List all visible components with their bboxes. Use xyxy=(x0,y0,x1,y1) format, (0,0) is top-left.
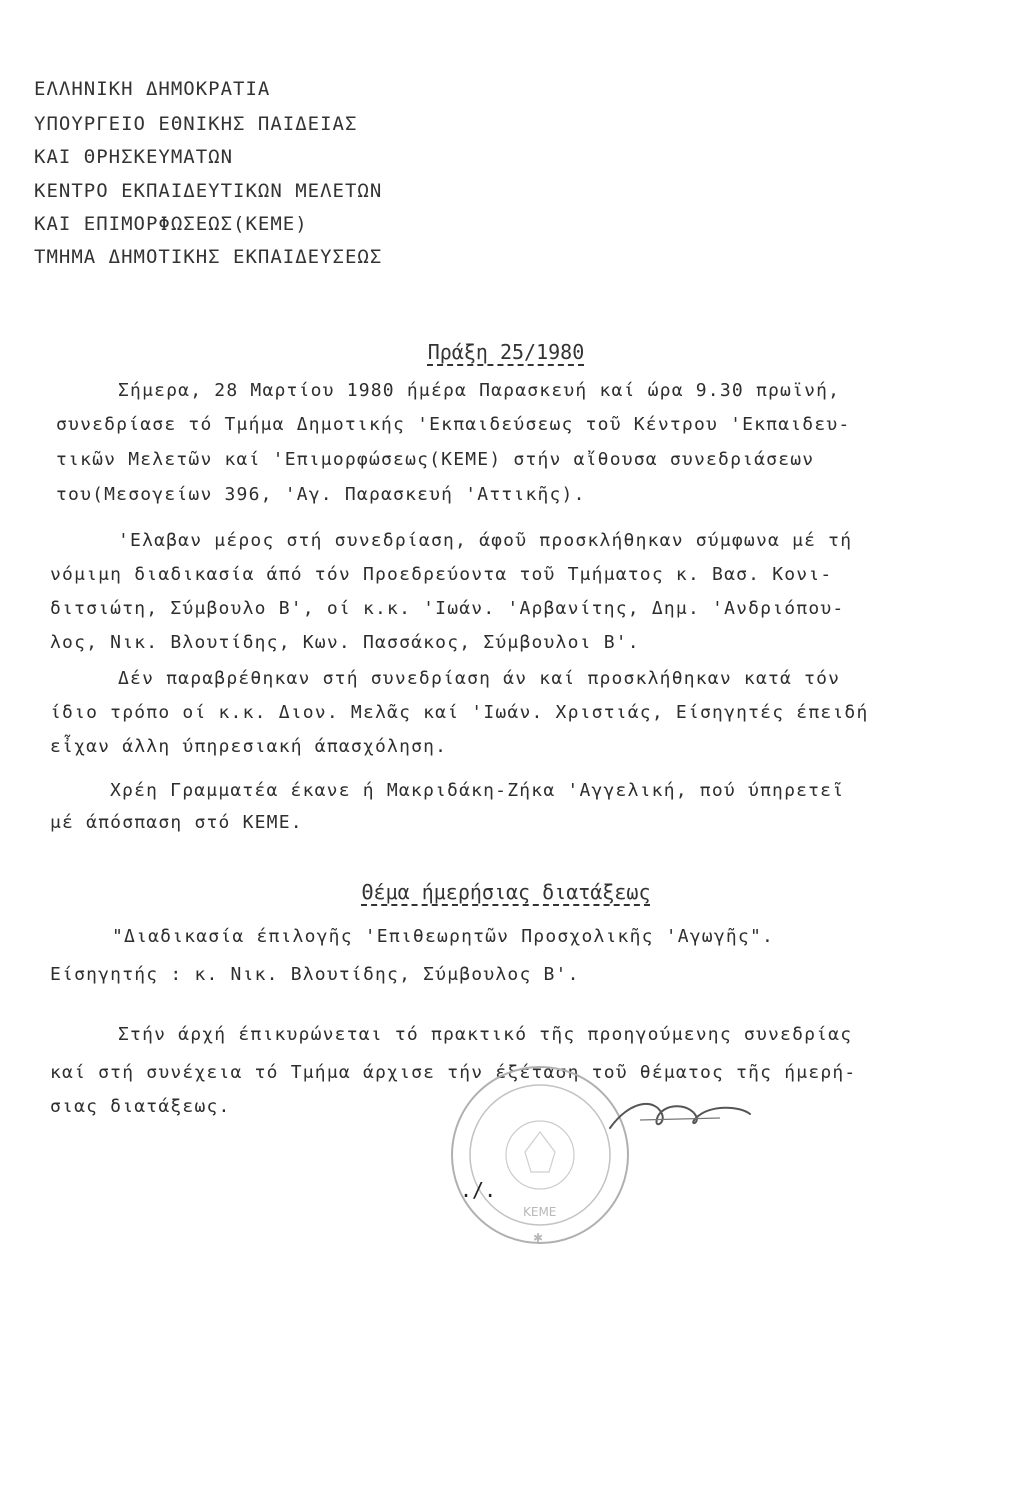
body-line: λος, Νικ. Βλουτίδης, Κων. Πασσάκος, Σύμβουλοι Β'. xyxy=(50,632,640,653)
subject-heading: Θέμα ήμερήσιας διατάξεως xyxy=(361,880,651,904)
body-line: συνεδρίασε τό Τμήμα Δημοτικής 'Εκπαιδεύσεως τοῦ Κέντρου 'Εκπαιδευ- xyxy=(56,414,851,435)
header-line: ΥΠΟΥΡΓΕΙΟ ΕΘΝΙΚΗΣ ΠΑΙΔΕΙΑΣ xyxy=(34,113,358,135)
header-line: ΤΜΗΜΑ ΔΗΜΟΤΙΚΗΣ ΕΚΠΑΙΔΕΥΣΕΩΣ xyxy=(34,246,383,268)
svg-text:ΚΕΜΕ: ΚΕΜΕ xyxy=(523,1205,557,1219)
subject-line: "Διαδικασία έπιλογῆς 'Επιθεωρητῶν Προσχολικῆς 'Αγωγῆς". xyxy=(112,926,775,947)
closing-line: Στήν άρχή έπικυρώνεται τό πρακτικό τῆς προηγούμενης συνεδρίας xyxy=(118,1024,853,1045)
handwritten-signature xyxy=(600,1080,770,1150)
header-line: ΕΛΛΗΝΙΚΗ ΔΗΜΟΚΡΑΤΙΑ xyxy=(34,78,271,100)
body-line: εἶχαν άλλη ύπηρεσιακή άπασχόληση. xyxy=(50,736,448,757)
body-line: Σήμερα, 28 Μαρτίου 1980 ήμέρα Παρασκευή καί ώρα 9.30 πρωϊνή, xyxy=(118,380,841,401)
end-mark: ./. xyxy=(460,1178,497,1202)
body-line: μέ άπόσπαση στό ΚΕΜΕ. xyxy=(50,812,303,833)
subject-line: Είσηγητής : κ. Νικ. Βλουτίδης, Σύμβουλος Β'. xyxy=(50,964,580,985)
body-line: νόμιμη διαδικασία άπό τόν Προεδρεύοντα τοῦ Τμήματος κ. Βασ. Κονι- xyxy=(50,564,833,585)
document-title: Πράξη 25/1980 xyxy=(427,340,585,364)
body-line: διτσιώτη, Σύμβουλο Β', οί κ.κ. 'Ιωάν. 'Αρβανίτης, Δημ. 'Ανδριόπου- xyxy=(50,598,845,619)
closing-line: καί στή συνέχεια τό Τμήμα άρχισε τήν έξέταση τοῦ θέματος τῆς ήμερή- xyxy=(50,1062,857,1083)
body-line: 'Ελαβαν μέρος στή συνεδρίαση, άφοῦ προσκλήθηκαν σύμφωνα μέ τή xyxy=(118,530,853,551)
body-line: Δέν παραβρέθηκαν στή συνεδρίαση άν καί προσκλήθηκαν κατά τόν xyxy=(118,668,841,689)
body-line: ίδιο τρόπο οί κ.κ. Διον. Μελᾶς καί 'Ιωάν. Χριστιάς, Είσηγητές έπειδή xyxy=(50,702,869,723)
header-line: ΚΑΙ ΘΡΗΣΚΕΥΜΑΤΩΝ xyxy=(34,146,234,168)
header-line: ΚΕΝΤΡΟ ΕΚΠΑΙΔΕΥΤΙΚΩΝ ΜΕΛΕΤΩΝ xyxy=(34,180,383,202)
header-line: ΚΑΙ ΕΠΙΜΟΡΦΩΣΕΩΣ(ΚΕΜΕ) xyxy=(34,213,308,235)
closing-line: σιας διατάξεως. xyxy=(50,1096,231,1117)
svg-text:✱: ✱ xyxy=(533,1231,544,1245)
body-line: Χρέη Γραμματέα έκανε ή Μακριδάκη-Ζήκα 'Αγγελική, πού ύπηρετεῖ xyxy=(110,780,845,801)
body-line: τικῶν Μελετῶν καί 'Επιμορφώσεως(ΚΕΜΕ) στήν αἴθουσα συνεδριάσεων xyxy=(56,449,815,470)
body-line: του(Μεσογείων 396, 'Αγ. Παρασκευή 'Αττικῆς). xyxy=(56,484,586,505)
